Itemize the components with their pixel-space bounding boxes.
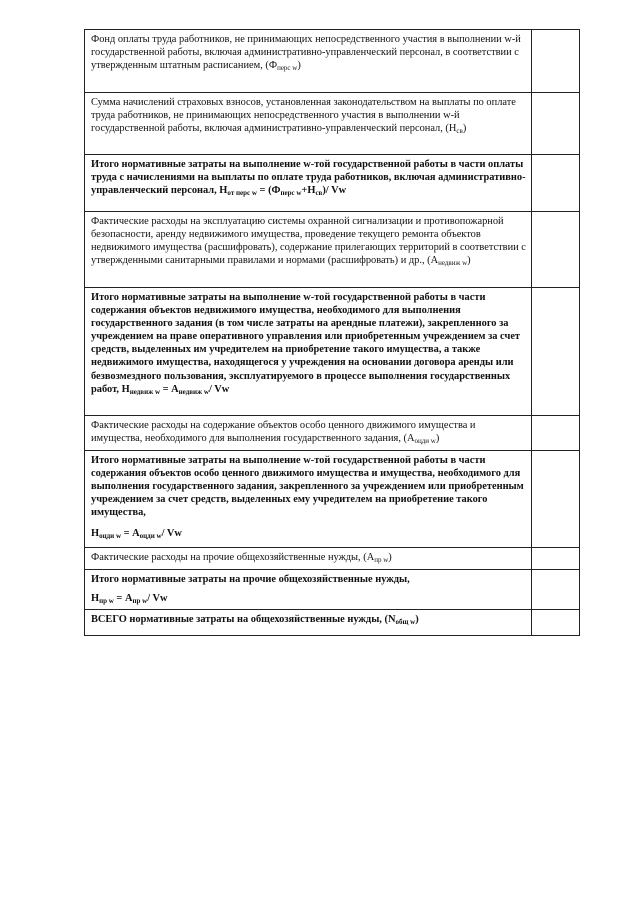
table-row [85, 416, 580, 451]
table-row [85, 451, 580, 548]
row-value-cell[interactable] [532, 288, 580, 416]
row-description-fact-real-estate: Фактические расходы на эксплуатацию системы охранной сигнализации и противопожарной безопасности, аренду недвижимого имущества, проведение текущего ремонта объектов недвижимого имущества (расшифровать), содержание прилегающих территорий в соответствии с утвержденными санитарными правилами и нормами (расшифровать) и др., $(А_{недвиж w})$ [85, 212, 532, 288]
row-description-total-movable: Итого нормативные затраты на выполнение w-той государственной работы в части содержания объектов особо ценного движимого имущества и имущества, необходимого для выполнения государственного задания, закрепленного за учреждением или приобретенным учреждением за счет средств, выделенных ему учредителем на приобретение такого имущества, $Н_{оцди w} = А_{оцди w}/$ Vw [85, 451, 532, 548]
cost-norms-table [84, 29, 580, 636]
row-value-cell[interactable] [532, 548, 580, 570]
row-description-fact-other: Фактические расходы на прочие общехозяйственные нужды, $(А_{пр w})$ [85, 548, 532, 570]
row-description-grand-total: ВСЕГО нормативные затраты на общехозяйственные нужды, $(N_{общ w})$ [85, 610, 532, 636]
table-row [85, 570, 580, 610]
row-value-cell[interactable] [532, 212, 580, 288]
row-description-sum-insurance: Сумма начислений страховых взносов, установленная законодательством на выплаты по оплате труда работников, не принимающих непосредственного участия в выполнении w-й государственной работы, включая административно-управленческий персонал, $(Н_{св})$ [85, 93, 532, 155]
row-value-cell[interactable] [532, 570, 580, 610]
formula: $Н_{оцди w} = А_{оцди w}/$ Vw [91, 528, 182, 541]
row-value-cell[interactable] [532, 93, 580, 155]
row-value-cell[interactable] [532, 155, 580, 212]
table-row [85, 610, 580, 636]
row-value-cell[interactable] [532, 451, 580, 548]
table-row [85, 93, 580, 155]
row-value-cell[interactable] [532, 610, 580, 636]
row-description-total-labor: Итого нормативные затраты на выполнение w-той государственной работы в части оплаты труда с начислениями на выплаты по оплате труда работников, включая административно-управленческий персонал, $Н_{от перс w} = (Ф_{перс w}+Н_{св})/$ Vw [85, 155, 532, 212]
row-description-total-real-estate: Итого нормативные затраты на выполнение w-той государственной работы в части содержания объектов недвижимого имущества, необходимого для выполнения государственного задания (в том числе затраты на арендные платежи), закрепленного за учреждением на праве оперативного управления или приобретенным учреждением за счет средств, выделенных им учредителем на приобретение такого имущества, а также недвижимого имущества, находящегося у учреждения на основании договора аренды или безвозмездного пользования, эксплуатируемого в процессе выполнения государственных работ, $Н_{недвиж w} = А_{недвиж w}/$ Vw [85, 288, 532, 416]
row-description-fot-pers: Фонд оплаты труда работников, не принимающих непосредственного участия в выполнении w-й государственной работы, включая административно-управленческий персонал, в соответствии с утвержденным штатным расписанием, $(Ф_{перс w})$ [85, 30, 532, 93]
table-row [85, 288, 580, 416]
row-description-fact-movable: Фактические расходы на содержание объектов особо ценного движимого имущества и имущества, необходимого для выполнения государственного задания, $(А_{оцди w})$ [85, 416, 532, 451]
table-row [85, 548, 580, 570]
formula: $Н_{пр w} = А_{пр w}/$ Vw [91, 593, 168, 606]
table-row [85, 155, 580, 212]
row-value-cell[interactable] [532, 416, 580, 451]
row-description-total-other: Итого нормативные затраты на прочие общехозяйственные нужды, $Н_{пр w} = А_{пр w}/$ Vw [85, 570, 532, 610]
row-value-cell[interactable] [532, 30, 580, 93]
document-sheet [84, 29, 566, 636]
table-row [85, 30, 580, 93]
table-row [85, 212, 580, 288]
